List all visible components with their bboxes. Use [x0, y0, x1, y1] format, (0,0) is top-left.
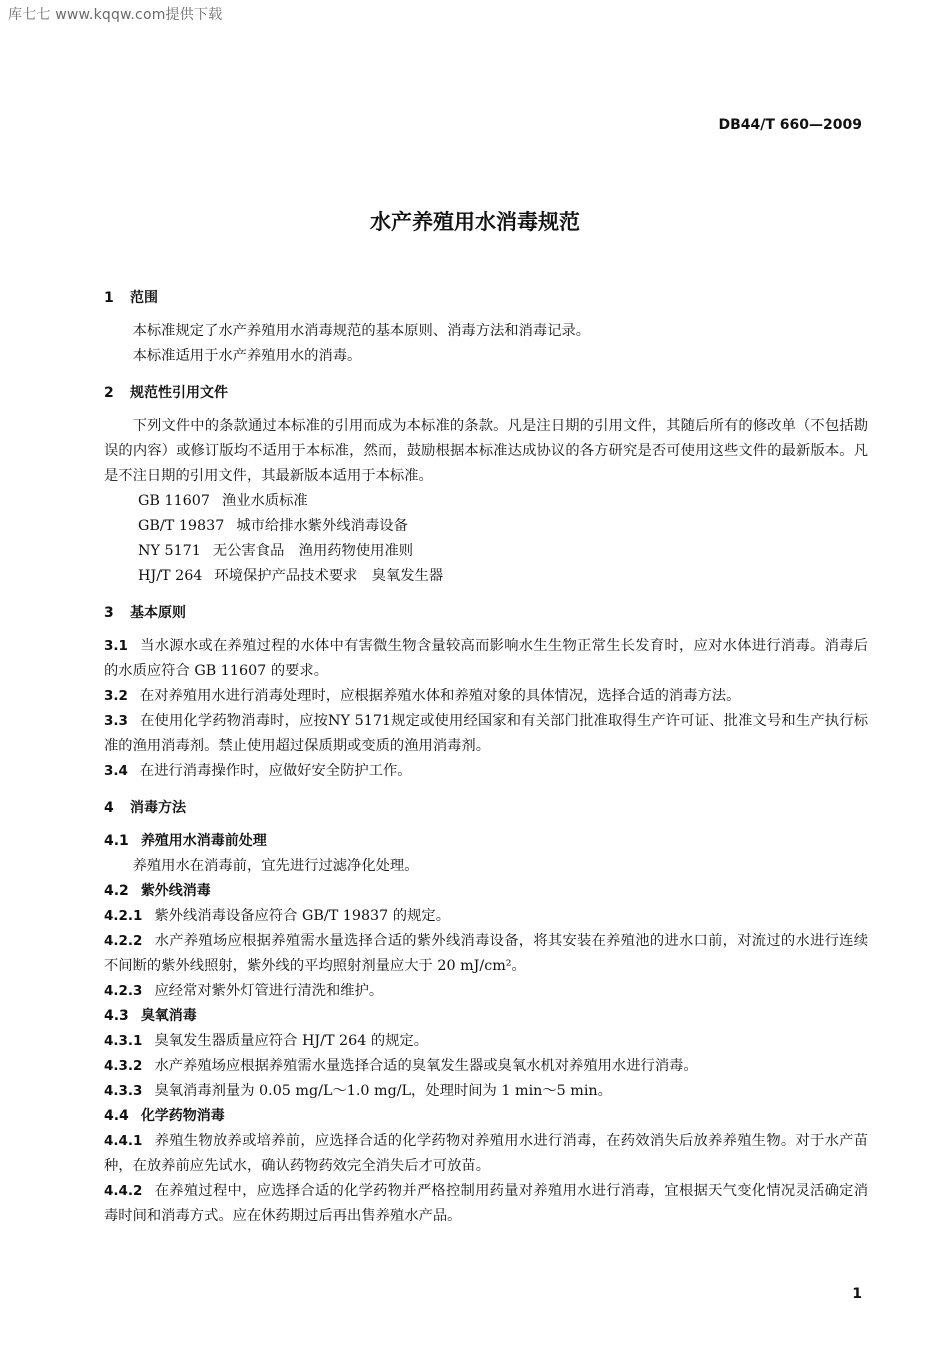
- paragraph: 本标准规定了水产养殖用水消毒规范的基本原则、消毒方法和消毒记录。: [132, 323, 591, 339]
- clause-number: 3.4: [104, 763, 128, 779]
- clause: [104, 684, 868, 709]
- clause: [104, 904, 868, 929]
- clause: [104, 979, 868, 1004]
- reference-code: HJ/T 264: [138, 568, 203, 584]
- reference-code: GB/T 19837: [138, 518, 225, 534]
- clause: [104, 1054, 868, 1079]
- subsection-number: 4.1: [104, 833, 129, 849]
- reference-name: 城市给排水紫外线消毒设备: [236, 518, 408, 534]
- clause-number: 4.2.3: [104, 983, 143, 999]
- clause: [104, 1129, 868, 1179]
- paragraph: 本标准适用于水产养殖用水的消毒。: [132, 348, 362, 364]
- reference-code: NY 5171: [138, 543, 201, 559]
- reference-code: GB 11607: [138, 493, 210, 509]
- section-title: 消毒方法: [130, 800, 186, 816]
- clause: [104, 1079, 868, 1104]
- page-number: 1: [852, 1286, 862, 1302]
- reference-item: [104, 514, 868, 539]
- section-number: 1: [104, 290, 114, 306]
- clause: [104, 759, 868, 784]
- subsection-heading-uv: [104, 879, 868, 904]
- clause-text: 在对养殖用水进行消毒处理时，应根据养殖水体和养殖对象的具体情况，选择合适的消毒方法。: [139, 688, 741, 704]
- section-title: 基本原则: [130, 605, 186, 621]
- reference-item: [104, 489, 868, 514]
- subsection-title: 化学药物消毒: [140, 1108, 225, 1124]
- document-body: [104, 286, 868, 1229]
- watermark-text: 库七七 www.kqqw.com提供下载: [8, 7, 223, 23]
- clause-number: 3.3: [104, 713, 128, 729]
- subsection-heading-pretreatment: [104, 829, 868, 854]
- clause-text: 紫外线消毒设备应符合 GB/T 19837 的规定。: [154, 908, 450, 924]
- subsection-number: 4.3: [104, 1008, 129, 1024]
- subsection-title: 养殖用水消毒前处理: [140, 833, 267, 849]
- clause-text: 养殖生物放养或培养前，应选择合适的化学药物对养殖用水进行消毒，在药效消失后放养养殖生物。对于水产苗种，在放养前应先试水，确认药物药效完全消失后才可放苗。: [104, 1133, 868, 1174]
- subsection-title: 臭氧消毒: [140, 1008, 197, 1024]
- section-heading-basic-principles: [104, 601, 868, 626]
- reference-name: 无公害食品 渔用药物使用准则: [212, 543, 414, 559]
- paragraph: 养殖用水在消毒前，宜先进行过滤净化处理。: [132, 858, 419, 874]
- section-number: 4: [104, 800, 114, 816]
- reference-item: [104, 539, 868, 564]
- section-heading-disinfection-methods: [104, 796, 868, 821]
- section-number: 3: [104, 605, 114, 621]
- clause: [104, 929, 868, 979]
- clause-text: 水产养殖场应根据养殖需水量选择合适的臭氧发生器或臭氧水机对养殖用水进行消毒。: [154, 1058, 698, 1074]
- clause: [104, 1029, 868, 1054]
- reference-name: 渔业水质标准: [221, 493, 308, 509]
- subsection-heading-ozone: [104, 1004, 868, 1029]
- section-number: 2: [104, 385, 114, 401]
- standard-code: DB44/T 660—2009: [718, 117, 862, 133]
- subsection-number: 4.4: [104, 1108, 129, 1124]
- section-heading-normative-references: [104, 381, 868, 406]
- section-title: 范围: [130, 290, 158, 306]
- clause-number: 4.4.1: [104, 1133, 143, 1149]
- clause-text: 臭氧发生器质量应符合 HJ/T 264 的规定。: [154, 1033, 429, 1049]
- clause-number: 4.2.1: [104, 908, 143, 924]
- clause: [104, 634, 868, 684]
- clause-number: 4.3.2: [104, 1058, 143, 1074]
- clause-text: 在使用化学药物消毒时，应按NY 5171规定或使用经国家和有关部门批准取得生产许可证、批准文号和生产执行标准的渔用消毒剂。禁止使用超过保质期或变质的渔用消毒剂。: [104, 713, 868, 754]
- clause: [104, 709, 868, 759]
- section-heading-scope: [104, 286, 868, 311]
- reference-name: 环境保护产品技术要求 臭氧发生器: [214, 568, 444, 584]
- subsection-number: 4.2: [104, 883, 129, 899]
- document-title: 水产养殖用水消毒规范: [370, 210, 580, 234]
- subsection-heading-chemical: [104, 1104, 868, 1129]
- clause-text: 在养殖过程中，应选择合适的化学药物并严格控制用药量对养殖用水进行消毒，宜根据天气变化情况灵活确定消毒时间和消毒方式。应在休药期过后再出售养殖水产品。: [104, 1183, 868, 1224]
- clause-text: 在进行消毒操作时，应做好安全防护工作。: [139, 763, 412, 779]
- paragraph: 下列文件中的条款通过本标准的引用而成为本标准的条款。凡是注日期的引用文件，其随后所有的修改单（不包括勘误的内容）或修订版均不适用于本标准，然而，鼓励根据本标准达成协议的各方研究是否可使用这些文件的最新版本。凡是不注日期的引用文件，其最新版本适用于本标准。: [104, 418, 868, 484]
- clause-number: 4.3.1: [104, 1033, 143, 1049]
- clause-number: 3.1: [104, 638, 128, 654]
- clause: [104, 1179, 868, 1229]
- clause-text: 臭氧消毒剂量为 0.05 mg/L～1.0 mg/L，处理时间为 1 min～5 min。: [154, 1083, 612, 1099]
- clause-number: 3.2: [104, 688, 128, 704]
- clause-number: 4.4.2: [104, 1183, 143, 1199]
- section-title: 规范性引用文件: [130, 385, 228, 401]
- subsection-title: 紫外线消毒: [140, 883, 211, 899]
- clause-number: 4.3.3: [104, 1083, 143, 1099]
- reference-item: [104, 564, 868, 589]
- clause-text: 水产养殖场应根据养殖需水量选择合适的紫外线消毒设备，将其安装在养殖池的进水口前，对流过的水进行连续不间断的紫外线照射，紫外线的平均照射剂量应大于 20 mJ/cm²。: [104, 933, 868, 974]
- clause-text: 当水源水或在养殖过程的水体中有害微生物含量较高而影响水生生物正常生长发育时，应对水体进行消毒。消毒后的水质应符合 GB 11607 的要求。: [104, 638, 868, 679]
- clause-number: 4.2.2: [104, 933, 143, 949]
- clause-text: 应经常对紫外灯管进行清洗和维护。: [154, 983, 384, 999]
